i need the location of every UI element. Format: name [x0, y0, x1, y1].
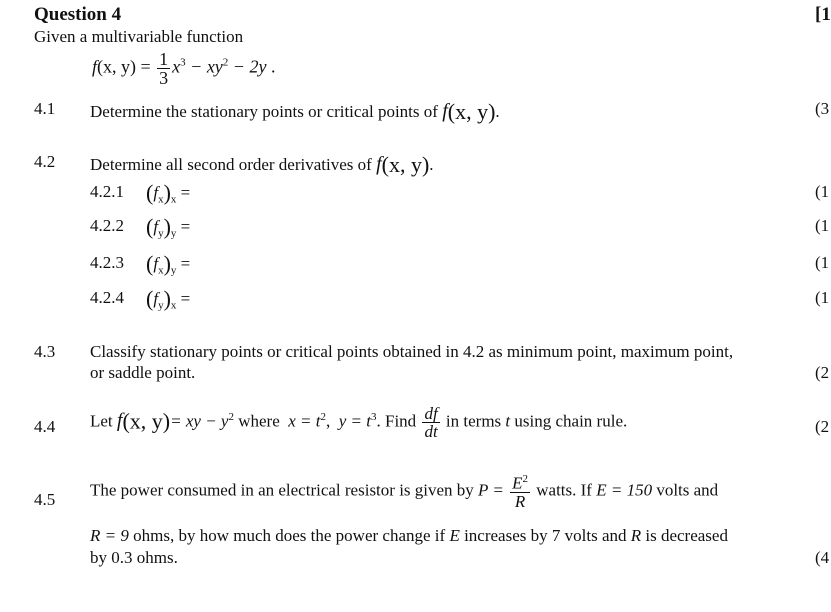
- part-4-5-power-fraction: [510, 474, 530, 510]
- part-4-4-where: where: [238, 411, 280, 431]
- function-fraction: [157, 50, 170, 87]
- part-4-2-1-number: 4.2.1: [90, 182, 124, 201]
- inner-subscript: y: [158, 227, 164, 240]
- inner-f: f: [153, 217, 159, 236]
- part-4-1-func: f: [442, 100, 448, 122]
- part-4-4-rhs: = xy − y: [170, 411, 229, 431]
- part-4-4-number: 4.4: [34, 417, 56, 436]
- equals-sign: =: [180, 217, 191, 236]
- power-denominator: R: [510, 492, 530, 510]
- part-4-1-marks: (3: [815, 99, 830, 118]
- part-4-4-in-terms: in terms: [445, 411, 502, 431]
- part-4-4-let: Let: [90, 411, 113, 431]
- part-4-2-4-number: 4.2.4: [90, 288, 124, 307]
- part-4-2-args: (x, y): [381, 152, 430, 177]
- part-4-1-args: (x, y): [447, 99, 496, 124]
- outer-subscript: y: [170, 264, 177, 277]
- function-definition: [92, 50, 275, 87]
- part-4-4-args: (x, y): [122, 408, 171, 434]
- part-4-4-marks: (2: [815, 417, 830, 436]
- part-4-5-increases: increases by 7 volts and: [464, 526, 627, 545]
- part-4-1-number: 4.1: [34, 99, 56, 118]
- part-4-2-end: .: [429, 155, 434, 174]
- part-4-2-3-number: 4.2.3: [90, 253, 124, 272]
- part-4-2-2-number: 4.2.2: [90, 216, 124, 235]
- part-4-4-y-def: y = t: [338, 411, 371, 431]
- part-4-5-marks: (4: [815, 548, 830, 567]
- inner-subscript: y: [158, 299, 164, 312]
- part-4-2-3-marks: (1: [815, 253, 830, 272]
- fraction-numerator: 1: [159, 49, 169, 69]
- inner-subscript: x: [158, 193, 164, 206]
- inner-subscript: x: [158, 264, 164, 277]
- derivative-denominator: dt: [424, 422, 438, 441]
- part-4-5-ohms-change: ohms, by how much does the power change if: [133, 526, 446, 545]
- question-total-marks: [1: [815, 4, 831, 25]
- inner-f: f: [153, 254, 159, 273]
- part-4-5-line3: by 0.3 ohms.: [90, 548, 178, 567]
- part-4-5-r-value: R = 9: [90, 526, 129, 545]
- function-args: (x, y): [97, 56, 137, 77]
- part-4-2-number: 4.2: [34, 152, 56, 171]
- question-intro: Given a multivariable function: [34, 27, 244, 46]
- derivative-numerator: df: [424, 404, 438, 423]
- outer-subscript: x: [170, 193, 177, 206]
- question-title: Question 4: [34, 4, 122, 25]
- part-4-4-derivative: [422, 405, 439, 440]
- part-4-2-1-expression: $(f_x)_x$ =: [146, 180, 191, 206]
- part-4-4-x-exponent: 2: [320, 410, 326, 423]
- part-4-3-number: 4.3: [34, 342, 56, 361]
- part-4-5-decreased: is decreased: [645, 526, 728, 545]
- term1-exponent: 3: [180, 56, 186, 69]
- power-numerator: E: [512, 473, 523, 493]
- part-4-4-comma: ,: [326, 411, 331, 431]
- part-4-5-e-value: E = 150: [596, 480, 653, 500]
- part-4-2-text: [90, 152, 434, 178]
- part-4-2-func: f: [376, 153, 382, 175]
- part-4-4-y-exponent: 3: [371, 410, 377, 423]
- inner-f: f: [153, 183, 159, 202]
- part-4-4-var-t: t: [505, 411, 511, 431]
- part-4-3-line2: or saddle point.: [90, 363, 196, 382]
- equals-sign: =: [180, 183, 191, 202]
- part-4-5-line2: [90, 526, 728, 546]
- part-4-2-1-marks: (1: [815, 182, 830, 201]
- term2-exponent: 2: [222, 56, 229, 69]
- part-4-5-watts: watts. If: [536, 480, 592, 500]
- part-4-4-chain-rule: using chain rule.: [514, 411, 628, 431]
- function-name: f: [92, 56, 98, 77]
- part-4-3-marks: (2: [815, 363, 830, 382]
- part-4-2-4-marks: (1: [815, 288, 830, 307]
- part-4-4-find: . Find: [376, 411, 417, 431]
- fraction-denominator: 3: [159, 68, 169, 88]
- part-4-5-var-r: R: [630, 526, 642, 545]
- part-4-1-end: .: [495, 102, 500, 121]
- term2: − xy: [190, 56, 223, 77]
- term1: x: [172, 56, 181, 77]
- part-4-4-x-def: x = t: [288, 411, 321, 431]
- part-4-2-3-expression: $(f_x)_y$ =: [146, 251, 191, 277]
- part-4-5-line1: [90, 474, 718, 510]
- part-4-4-text: [90, 405, 627, 440]
- part-4-5-volts-and: volts and: [656, 480, 719, 500]
- equals-sign: =: [180, 254, 191, 273]
- part-4-5-p-eq: P =: [478, 480, 504, 500]
- part-4-2-4-expression: $(f_y)_x$ =: [146, 286, 191, 312]
- part-4-5-var-e: E: [449, 526, 460, 545]
- part-4-4-rhs-exponent: 2: [228, 410, 234, 423]
- equals-sign: =: [180, 289, 191, 308]
- part-4-5-number: 4.5: [34, 490, 56, 509]
- function-end: .: [270, 56, 276, 77]
- term3: − 2y: [232, 56, 267, 77]
- power-numerator-exponent: 2: [522, 473, 528, 485]
- part-4-1-text: [90, 99, 500, 125]
- part-4-4-func: f: [116, 409, 123, 432]
- part-4-1-statement: Determine the stationary points or critical points of: [90, 102, 438, 121]
- inner-f: f: [153, 289, 159, 308]
- outer-subscript: x: [170, 299, 177, 312]
- part-4-2-2-marks: (1: [815, 216, 830, 235]
- function-equals: =: [140, 56, 151, 77]
- part-4-3-line1: Classify stationary points or critical points obtained in 4.2 as minimum point, maximum point,: [90, 342, 734, 361]
- part-4-2-2-expression: $(f_y)_y$ =: [146, 214, 191, 240]
- part-4-5-statement: The power consumed in an electrical resistor is given by: [90, 480, 474, 500]
- part-4-2-statement: Determine all second order derivatives of: [90, 155, 372, 174]
- outer-subscript: y: [170, 227, 177, 240]
